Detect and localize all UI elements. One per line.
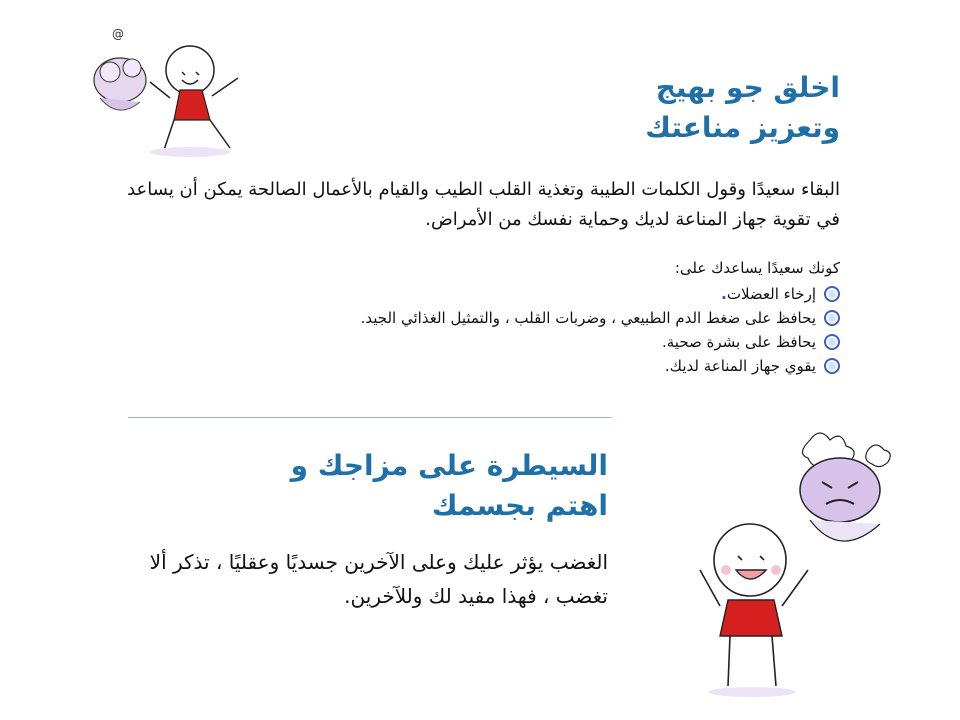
benefits-list — [200, 282, 840, 378]
section2-heading-line2: اهتم بجسمك — [431, 489, 608, 522]
section2-paragraph: الغضب يؤثر عليك وعلى الآخرين جسديًا وعقليًا ، تذكر ألا تغضب ، فهذا مفيد لك وللآخرين. — [149, 550, 608, 608]
section2-heading — [248, 446, 608, 526]
list-item — [200, 306, 840, 330]
bullet-text: يقوي جهاز المناعة لديك. — [664, 357, 816, 375]
bullet-text: إرخاء العضلات — [726, 285, 816, 303]
section2-heading-line1: السيطرة على مزاجك و — [290, 449, 608, 482]
section1-paragraph: البقاء سعيدًا وقول الكلمات الطيبة وتغذية القلب الطيب والقيام بالأعمال الصالحة يمكن أن يساعد في تقوية جهاز المناعة لديك وحماية نفسك من الأمراض. — [127, 179, 840, 230]
benefits-intro: كونك سعيدًا يساعدك على: — [674, 259, 840, 277]
circle-bullet-icon — [824, 310, 840, 326]
happy-cartoon-illustration — [70, 20, 250, 160]
section-divider — [128, 417, 612, 418]
circle-bullet-icon — [824, 334, 840, 350]
angry-and-happy-cartoon-illustration — [690, 420, 930, 700]
bullet-dot: . — [721, 285, 727, 303]
svg-text:@: @ — [112, 27, 124, 41]
bullet-text: يحافظ على ضغط الدم الطبيعي ، وضربات القلب ، والتمثيل الغذائي الجيد. — [360, 309, 816, 327]
bullet-text: يحافظ على بشرة صحية. — [661, 333, 816, 351]
circle-bullet-icon — [824, 286, 840, 302]
circle-bullet-icon — [824, 358, 840, 374]
list-item — [200, 282, 840, 306]
section1-heading-line2: وتعزيز مناعتك — [645, 111, 840, 144]
list-item — [200, 354, 840, 378]
section1-heading — [420, 68, 840, 148]
list-item — [200, 330, 840, 354]
section1-heading-line1: اخلق جو بهيج — [655, 71, 840, 104]
